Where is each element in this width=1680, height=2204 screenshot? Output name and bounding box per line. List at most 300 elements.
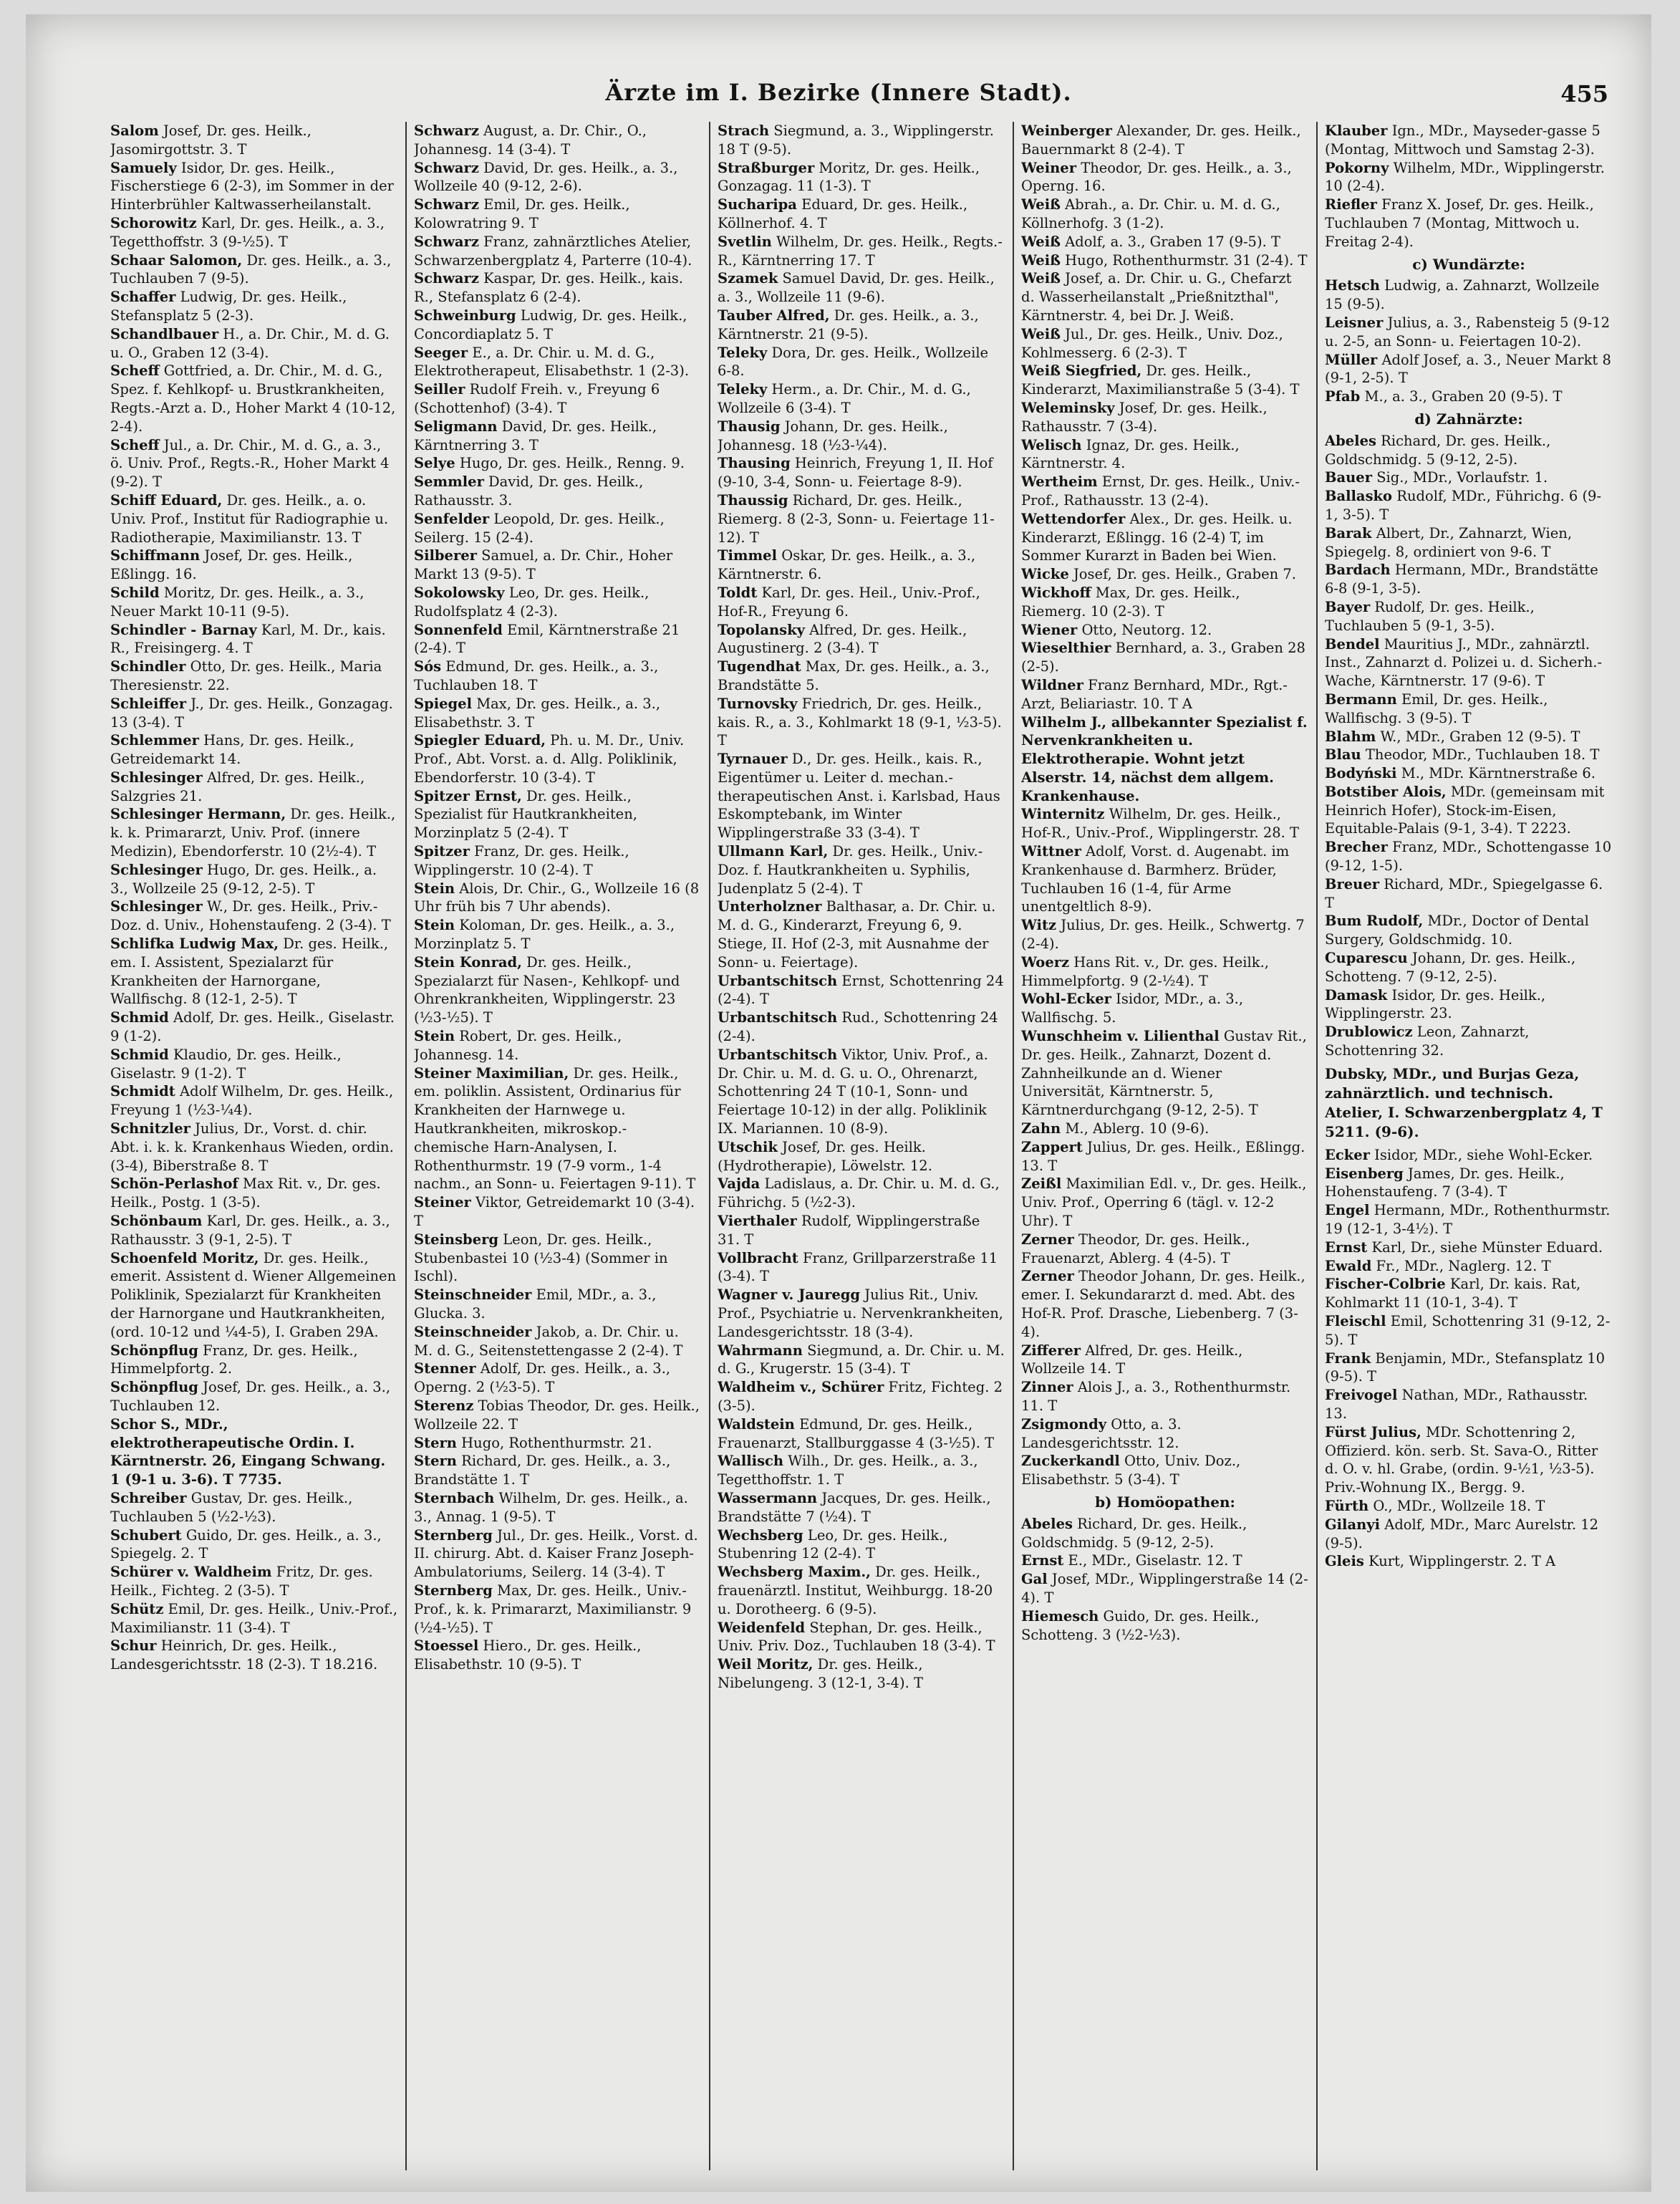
- directory-entry: [110, 1378, 398, 1415]
- directory-entry: [110, 547, 398, 584]
- entry-details: E., MDr., Giselastr. 12. T: [1068, 1552, 1242, 1569]
- entry-details: Karl, M. Dr., kais. R., Freisingerg. 4. T: [110, 621, 386, 657]
- entry-name: Schorowitz: [110, 214, 197, 231]
- directory-entry: [1021, 122, 1309, 159]
- entry-details: Franz, zahnärztliches Atelier, Schwarzenbergplatz 4, Parterre (10-4).: [414, 233, 692, 269]
- entry-name: Selye: [414, 455, 455, 472]
- entry-details: Max, Dr. ges. Heilk., Univ.-Prof., k. k. Primararzt, Maximilianstr. 9 (½4-½5). T: [414, 1582, 692, 1636]
- entry-name: Sonnenfeld: [414, 621, 503, 638]
- entry-details: Otto, Dr. ges. Heilk., Maria Theresienstr. 22.: [110, 658, 382, 693]
- entry-details: Jul., a. Dr. Chir., M. d. G., a. 3., ö. Univ. Prof., Regts.-R., Hoher Markt 4 (9-2). T: [110, 436, 390, 491]
- entry-details: E., a. Dr. Chir. u. M. d. G., Elektrotherapeut, Elisabethstr. 1 (2-3).: [414, 344, 690, 380]
- column-divider: [405, 122, 407, 2170]
- directory-entry: [1325, 875, 1613, 913]
- entry-details: Dr. ges. Heilk., a. o. Univ. Prof., Institut für Radiographie u. Radiotherapie, Maximilianstr. 13. T: [110, 491, 389, 546]
- entry-details: Johann, Dr. ges. Heilk., Johannesg. 18 (½3-¼4).: [718, 418, 948, 453]
- entry-details: Edmund, Dr. ges. Heilk., Frauenarzt, Stallburggasse 4 (3-½5). T: [718, 1415, 995, 1451]
- entry-details: Adolf, Dr. ges. Heilk., Giselastr. 9 (1-2).: [110, 1009, 395, 1045]
- entry-name: Schweinburg: [414, 307, 516, 324]
- entry-name: Brecher: [1325, 839, 1388, 856]
- entry-name: Witz: [1021, 917, 1057, 934]
- entry-name: Steinschneider: [414, 1286, 532, 1304]
- entry-details: Balthasar, a. Dr. Chir. u. M. d. G., Kinderarzt, Freyung 6, 9. Stiege, II. Hof (2-3, mit Ausnahme der Sonn- u. Feiertage).: [718, 898, 996, 971]
- entry-name: Gleis: [1325, 1553, 1364, 1570]
- page-title: Ärzte im I. Bezirke (Innere Stadt).: [605, 79, 1072, 106]
- entry-name: Fürst Julius,: [1325, 1423, 1421, 1440]
- entry-details: Gottfried, a. Dr. Chir., M. d. G., Spez. f. Kehlkopf- u. Brustkrankheiten, Regts.-Arzt a. D., Hoher Markt 4 (10-12, 2-4).: [110, 362, 396, 435]
- entry-details: Dr. ges. Heilk., Spezialarzt für Nasen-, Kehlkopf- und Ohrenkrankheiten, Wipplingerstr. 23 (½3-½5). T: [414, 953, 680, 1026]
- directory-entry: [1021, 676, 1309, 713]
- entry-details: M., a. 3., Graben 20 (9-5). T: [1364, 388, 1563, 405]
- entry-name: Winternitz: [1021, 806, 1105, 823]
- directory-entry: [414, 1323, 702, 1360]
- directory-entry: [1325, 351, 1613, 388]
- entry-name: Wohl-Ecker: [1021, 991, 1111, 1008]
- section-heading: b) Homöopathen:: [1095, 1493, 1235, 1511]
- directory-entry: [110, 1637, 398, 1674]
- entry-details: Jul., Dr. ges. Heilk., Vorst. d. II. chirurg. Abt. d. Kaiser Franz Joseph-Ambulatoriums, Seilerg. 14 (3-4). T: [414, 1526, 698, 1581]
- directory-entry: [414, 1360, 702, 1397]
- entry-name: Wiener: [1021, 621, 1078, 638]
- entry-details: Dr. ges. Heilk., Univ.-Doz. f. Hautkrankheiten u. Syphilis, Judenplatz 5 (2-4). T: [718, 843, 983, 897]
- entry-name: Ewald: [1325, 1257, 1372, 1274]
- directory-entry: [1325, 986, 1613, 1024]
- directory-entry: [1021, 196, 1309, 233]
- directory-entry: [110, 1342, 398, 1379]
- entry-name: Schaffer: [110, 289, 176, 306]
- directory-entry: [110, 1563, 398, 1600]
- entry-details: Koloman, Dr. ges. Heilk., a. 3., Morzinplatz 5. T: [414, 917, 675, 953]
- entry-details: Richard, Dr. ges. Heilk., Riemerg. 8 (2-3, Sonn- u. Feiertage 11-12). T: [718, 491, 995, 546]
- section-heading: d) Zahnärzte:: [1414, 410, 1523, 428]
- entry-name: Steiner Maximilian,: [414, 1064, 569, 1082]
- entry-name: Barak: [1325, 524, 1372, 542]
- directory-entry: [110, 1249, 398, 1342]
- directory-entry: [718, 621, 1005, 658]
- entry-name: Wunschheim v. Lilienthal: [1021, 1028, 1220, 1045]
- entry-name: Thausing: [718, 455, 791, 472]
- directory-entry: [414, 510, 702, 547]
- directory-entry: [718, 695, 1005, 750]
- entry-details: Ph. u. M. Dr., Univ. Prof., Abt. Vorst. a. d. Allg. Poliklinik, Ebendorferstr. 10 (3-4). T: [414, 732, 685, 786]
- entry-details: Wilh., Dr. ges. Heilk., a. 3., Tegetthoffstr. 1. T: [718, 1453, 978, 1488]
- entry-name: Schwarz: [414, 159, 479, 176]
- entry-details: Dr. ges. Heilk., Kinderarzt, Maximilianstraße 5 (3-4). T: [1021, 362, 1300, 398]
- directory-entry: [110, 1415, 398, 1489]
- entry-name: Fischer-Colbrie: [1325, 1276, 1446, 1293]
- entry-name: Strach: [718, 122, 770, 139]
- directory-entry: [1325, 487, 1613, 524]
- entry-details: Richard, MDr., Spiegelgasse 6. T: [1325, 875, 1603, 911]
- directory-entry: [1021, 362, 1309, 399]
- entry-name: Tauber Alfred,: [718, 307, 830, 324]
- entry-name: Schlifka Ludwig Max,: [110, 935, 279, 953]
- directory-entry: [718, 1489, 1005, 1526]
- directory-entry: [110, 122, 398, 159]
- directory-entry: [718, 1619, 1005, 1656]
- entry-name: Weiß Siegfried,: [1021, 362, 1142, 380]
- entry-name: Klauber: [1325, 122, 1388, 139]
- entry-details: Leo, Dr. ges. Heilk., Rudolfsplatz 4 (2-3).: [414, 584, 650, 620]
- entry-details: Franz, MDr., Schottengasse 10 (9-12, 1-5).: [1325, 839, 1612, 875]
- entry-details: Otto, a. 3. Landesgerichtsstr. 12.: [1021, 1415, 1182, 1451]
- entry-name: Schürer v. Waldheim: [110, 1564, 272, 1581]
- entry-details: M., MDr. Kärntnerstraße 6.: [1401, 765, 1595, 782]
- entry-details: Wilhelm, MDr., Wipplingerstr. 10 (2-4).: [1325, 159, 1605, 195]
- directory-entry: [414, 454, 702, 473]
- entry-details: Oskar, Dr. ges. Heilk., a. 3., Kärntnerstr. 6.: [718, 547, 976, 583]
- entry-name: Weiß: [1021, 196, 1061, 213]
- entry-details: Dr. ges. Heilk., em. I. Assistent, Spezialarzt für Krankheiten der Harnorgane, Wallfischg. 8 (12-1, 2-5). T: [110, 935, 389, 1008]
- directory-entry: [1021, 990, 1309, 1027]
- entry-name: Schiff Eduard,: [110, 491, 223, 509]
- directory-entry: [414, 1193, 702, 1231]
- entry-name: Thaussig: [718, 491, 788, 509]
- directory-entry: [414, 787, 702, 842]
- directory-entry: [1325, 276, 1613, 314]
- directory-entry: [1021, 399, 1309, 436]
- entry-details: Dr. ges. Heilk., Nibelungeng. 3 (12-1, 3-4). T: [718, 1656, 923, 1691]
- directory-entry: [1021, 1378, 1309, 1415]
- directory-entry: [1325, 1497, 1613, 1516]
- entry-details: Leo, Dr. ges. Heilk., Stubenring 12 (2-4). T: [718, 1526, 948, 1562]
- entry-name: Urbantschitsch: [718, 1009, 838, 1026]
- directory-entry: [414, 658, 702, 695]
- directory-entry: [110, 1212, 398, 1249]
- entry-name: Woerz: [1021, 953, 1070, 971]
- directory-entry: [110, 935, 398, 1009]
- directory-entry: [1325, 122, 1613, 159]
- directory-entry: [718, 1212, 1005, 1249]
- entry-details: Friedrich, Dr. ges. Heilk., kais. R., a. 3., Kohlmarkt 18 (9-1, ½3-5). T: [718, 695, 1002, 749]
- entry-name: Wieselthier: [1021, 640, 1111, 657]
- entry-name: Damask: [1325, 986, 1388, 1004]
- entry-details: Wilhelm, Dr. ges. Heilk., Hof-R., Univ.-Prof., Wipplingerstr. 28. T: [1021, 806, 1300, 842]
- entry-details: Guido, Dr. ges. Heilk., a. 3., Spiegelg. 2. T: [110, 1526, 382, 1562]
- entry-name: Blau: [1325, 746, 1361, 764]
- entry-details: Herm., a. Dr. Chir., M. d. G., Wollzeile 6 (3-4). T: [718, 381, 971, 416]
- entry-details: Wilhelm, Dr. ges. Heilk., Regts.-R., Kärntnerring 17. T: [718, 233, 1003, 269]
- directory-entry: [718, 122, 1005, 159]
- directory-entry: [718, 1046, 1005, 1138]
- entry-name: Schindler: [110, 658, 186, 675]
- directory-entry: [718, 1655, 1005, 1693]
- entry-name: Sucharipa: [718, 196, 797, 213]
- directory-entry: [718, 344, 1005, 381]
- entry-name: Schindler - Barnay: [110, 621, 257, 638]
- entry-details: Josef, MDr., Wipplingerstraße 14 (2-4). T: [1021, 1571, 1308, 1606]
- entry-details: O., MDr., Wollzeile 18. T: [1373, 1497, 1545, 1514]
- directory-entry: [1021, 565, 1309, 584]
- entry-name: Schlesinger Hermann,: [110, 806, 286, 823]
- entry-details: Fritz, Dr. ges. Heilk., Fichteg. 2 (3-5). T: [110, 1564, 373, 1599]
- entry-details: Adolf, MDr., Marc Aurelstr. 12 (9-5).: [1325, 1516, 1599, 1551]
- directory-entry: [110, 898, 398, 935]
- entry-details: Emil, Dr. ges. Heilk., Univ.-Prof., Maximilianstr. 11 (3-4). T: [110, 1600, 398, 1636]
- entry-name: Schur: [110, 1637, 157, 1655]
- entry-name: Spiegler Eduard,: [414, 732, 546, 749]
- column-divider: [1316, 122, 1318, 2170]
- directory-entry: [110, 1175, 398, 1212]
- entry-name: Stein: [414, 917, 455, 934]
- entry-details: Ludwig, Dr. ges. Heilk., Stefansplatz 5 (2-3).: [110, 289, 347, 324]
- entry-details: H., a. Dr. Chir., M. d. G. u. O., Graben 12 (3-4).: [110, 325, 390, 361]
- directory-entry: [1325, 728, 1613, 746]
- directory-entry: [414, 953, 702, 1027]
- entry-name: Schmid: [110, 1009, 169, 1026]
- entry-details: Alois, Dr. Chir., G., Wollzeile 16 (8 Uhr früh bis 7 Uhr abends).: [414, 880, 700, 915]
- entry-details: Bernhard, a. 3., Graben 28 (2-5).: [1021, 640, 1305, 675]
- directory-entry: [414, 547, 702, 584]
- directory-entry: [110, 288, 398, 325]
- entry-name: Urbantschitsch: [718, 972, 838, 989]
- entry-details: Alfred, Dr. ges. Heilk., Salzgries 21.: [110, 769, 365, 804]
- entry-name: Frank: [1325, 1349, 1371, 1367]
- directory-entry: [718, 269, 1005, 307]
- entry-details: Max Rit. v., Dr. ges. Heilk., Postg. 1 (3-5).: [110, 1175, 381, 1211]
- directory-entry: [1021, 842, 1309, 916]
- directory-entry: [1021, 159, 1309, 196]
- entry-details: Heinrich, Freyung 1, II. Hof (9-10, 3-4, Sonn- u. Feiertage 8-9).: [718, 455, 993, 491]
- entry-details: Karl, Dr., siehe Münster Eduard.: [1371, 1238, 1603, 1256]
- entry-details: Alois J., a. 3., Rothenthurmstr. 11. T: [1021, 1379, 1291, 1414]
- entry-name: Schoenfeld Moritz,: [110, 1249, 259, 1266]
- directory-entry: [414, 344, 702, 381]
- entry-details: Alex., Dr. ges. Heilk. u. Kinderarzt, Eßlingg. 16 (2-4) T, im Sommer Kurarzt in Baden bei Wien.: [1021, 510, 1293, 564]
- entry-name: Stein: [414, 1028, 455, 1045]
- entry-name: Cuparescu: [1325, 950, 1408, 967]
- directory-entry: [414, 731, 702, 786]
- entry-name: Wahrmann: [718, 1342, 803, 1359]
- entry-details: Dr. ges. Heilk., frauenärztl. Institut, Weihburgg. 18-20 u. Dorotheerg. 6 (9-5).: [718, 1564, 993, 1617]
- entry-details: Karl, Dr. ges. Heilk., a. 3., Rathausstr. 3 (9-1, 2-5). T: [110, 1213, 390, 1248]
- entry-name: Stein: [414, 880, 455, 897]
- directory-entry: [414, 1637, 702, 1674]
- entry-name: Wickhoff: [1021, 584, 1091, 601]
- entry-name: Semmler: [414, 473, 484, 491]
- entry-name: Topolansky: [718, 621, 805, 638]
- directory-entry: [110, 251, 398, 289]
- entry-name: Schwarz: [414, 122, 479, 139]
- entry-name: Abeles: [1325, 432, 1376, 449]
- entry-details: Karl, Dr. ges. Heilk., a. 3., Tegetthoffstr. 3 (9-½5). T: [110, 214, 385, 250]
- directory-entry: [414, 916, 702, 953]
- entry-details: Jakob, a. Dr. Chir. u. M. d. G., Seitenstettengasse 2 (2-4). T: [414, 1323, 683, 1359]
- entry-details: Adolf Wilhelm, Dr. ges. Heilk., Freyung 1 (½3-¼4).: [110, 1083, 394, 1119]
- directory-entry: [414, 842, 702, 880]
- directory-entry: [414, 122, 702, 159]
- entry-details: Leon, Dr. ges. Heilk., Stubenbastei 10 (½3-4) (Sommer in Ischl).: [414, 1231, 668, 1285]
- entry-name: Teleky: [718, 381, 768, 398]
- directory-entry: [1325, 561, 1613, 598]
- directory-entry: [718, 1286, 1005, 1341]
- entry-name: Weiß: [1021, 270, 1061, 287]
- directory-entry: [1325, 1146, 1613, 1165]
- directory-entry: [414, 1064, 702, 1194]
- directory-entry: [1021, 436, 1309, 473]
- directory-entry: [1325, 1023, 1613, 1060]
- directory-entry: [718, 418, 1005, 455]
- entry-name: Stern: [414, 1453, 457, 1470]
- entry-details: Dr. ges. Heilk., a. 3., Tuchlauben 7 (9-5).: [110, 251, 392, 287]
- entry-details: Ign., MDr., Mayseder-gasse 5 (Montag, Mittwoch und Samstag 2-3).: [1325, 122, 1601, 158]
- entry-details: Rud., Schottenring 24 (2-4).: [718, 1009, 998, 1045]
- directory-entry: [718, 1526, 1005, 1564]
- directory-columns: [110, 122, 1612, 2170]
- directory-entry: [1021, 1607, 1309, 1645]
- directory-entry: [718, 584, 1005, 621]
- directory-entry: [718, 491, 1005, 547]
- entry-details: Isidor, MDr., siehe Wohl-Ecker.: [1374, 1146, 1593, 1163]
- entry-name: Schiffmann: [110, 547, 201, 564]
- entry-name: Gal: [1021, 1571, 1048, 1588]
- directory-entry: [1021, 1415, 1309, 1453]
- entry-name: Leisner: [1325, 314, 1384, 331]
- entry-details: Albert, Dr., Zahnarzt, Wien, Spiegelg. 8, ordiniert von 9-6. T: [1325, 524, 1573, 560]
- directory-entry: [1325, 1312, 1613, 1349]
- directory-entry: [718, 842, 1005, 898]
- entry-details: Karl, Dr. kais. Rat, Kohlmarkt 11 (10-1, 3-4). T: [1325, 1276, 1581, 1312]
- directory-entry: [718, 1138, 1005, 1175]
- directory-entry: [718, 196, 1005, 233]
- directory-entry: [110, 159, 398, 214]
- entry-details: Maximilian Edl. v., Dr. ges. Heilk., Univ. Prof., Operring 6 (tägl. v. 12-2 Uhr). T: [1021, 1175, 1307, 1230]
- directory-entry: [1325, 635, 1613, 690]
- entry-details: Abrah., a. Dr. Chir. u. M. d. G., Köllnerhofg. 3 (1-2).: [1021, 196, 1280, 231]
- directory-entry: [1021, 1027, 1309, 1120]
- entry-name: Schubert: [110, 1526, 182, 1544]
- entry-details: Mauritius J., MDr., zahnärztl. Inst., Zahnarzt d. Polizei u. d. Sicherh.-Wache, Kärntnerstr. 17 (9-6). T: [1325, 635, 1603, 690]
- entry-details: Max, Dr. ges. Heilk., Riemerg. 10 (2-3). T: [1021, 584, 1240, 620]
- entry-details: Rudolf Freih. v., Freyung 6 (Schottenhof) (3-4). T: [414, 381, 660, 416]
- entry-details: Alfred, Dr. ges. Heilk., Augustinerg. 2 (3-4). T: [718, 621, 967, 657]
- entry-name: Weiner: [1021, 159, 1076, 176]
- entry-name: Wechsberg Maxim.,: [718, 1564, 871, 1581]
- entry-name: Spiegel: [414, 695, 472, 712]
- entry-name: Fleischl: [1325, 1313, 1386, 1330]
- entry-details: Jul., Dr. ges. Heilk., Univ. Doz., Kohlmesserg. 6 (2-3). T: [1021, 325, 1283, 361]
- entry-details: D., Dr. ges. Heilk., kais. R., Eigentümer u. Leiter d. mechan.-therapeutischen Anst. i. Karlsbad, Haus Eskomptebank, im Winter Wipplingerstraße 33 (3-4). T: [718, 751, 1000, 842]
- entry-details: Stephan, Dr. ges. Heilk., Univ. Priv. Doz., Tuchlauben 18 (3-4). T: [718, 1619, 995, 1655]
- directory-entry: [110, 362, 398, 435]
- directory-entry: [1325, 764, 1613, 783]
- entry-details: Ludwig, Dr. ges. Heilk., Concordiaplatz 5. T: [414, 307, 687, 342]
- directory-entry: [110, 436, 398, 491]
- entry-details: MDr., Doctor of Dental Surgery, Goldschmidg. 10.: [1325, 913, 1589, 948]
- entry-details: Moritz, Dr. ges. Heilk., a. 3., Neuer Markt 10-11 (9-5).: [110, 584, 365, 620]
- entry-name: Schlesinger: [110, 769, 203, 786]
- entry-details: Emil, Kärntnerstraße 21 (2-4). T: [414, 621, 680, 657]
- directory-entry: [414, 695, 702, 732]
- entry-details: Max, Dr. ges. Heilk., a. 3., Elisabethstr. 3. T: [414, 695, 661, 731]
- directory-entry: [1325, 388, 1613, 406]
- entry-details: W., MDr., Graben 12 (9-5). T: [1380, 728, 1580, 745]
- entry-details: MDr. Schottenring 2, Offizierd. kön. serb. St. Sava-O., Ritter d. O. v. hl. Grabe, (ordin. 9-½1, ½3-5). Priv.-Wohnung IX., Bergg. 9.: [1325, 1423, 1598, 1496]
- directory-entry: [1021, 1551, 1309, 1570]
- entry-details: Josef, Dr. ges. Heilk., Jasomirgottstr. 3. T: [110, 122, 312, 158]
- entry-details: Emil, Dr. ges. Heilk., Kolowratring 9. T: [414, 196, 630, 231]
- directory-entry: [110, 805, 398, 860]
- entry-name: Wettendorfer: [1021, 510, 1126, 527]
- directory-entry: [1325, 1275, 1613, 1312]
- entry-details: W., Dr. ges. Heilk., Priv.-Doz. d. Univ., Hohenstaufeng. 2 (3-4). T: [110, 898, 391, 934]
- directory-entry: [110, 491, 398, 547]
- entry-details: Ernst, Dr. ges. Heilk., Univ.-Prof., Rathausstr. 13 (2-4).: [1021, 473, 1300, 509]
- entry-details: Gustav Rit., Dr. ges. Heilk., Zahnarzt, Dozent d. Zahnheilkunde an d. Wiener Universität, Kärntnerstr. 5, Kärntnerdurchgang (9-12, 2-5). T: [1021, 1028, 1307, 1119]
- directory-entry: [414, 1452, 702, 1489]
- directory-entry: [110, 1526, 398, 1564]
- page-header: [26, 66, 1651, 123]
- directory-entry: [110, 658, 398, 695]
- directory-entry: [1021, 639, 1309, 676]
- entry-name: Schwarz: [414, 196, 479, 213]
- entry-name: Schön-Perlashof: [110, 1175, 238, 1193]
- entry-name: Zifferer: [1021, 1342, 1081, 1359]
- directory-entry: [1021, 1515, 1309, 1552]
- entry-details: Isidor, Dr. ges. Heilk., Fischerstiege 6 (2-3), im Sommer in der Hinterbrühler Kaltwasserheilanstalt.: [110, 159, 394, 213]
- entry-details: Franz Bernhard, MDr., Rgt.-Arzt, Beliariastr. 10. T A: [1021, 676, 1288, 712]
- entry-details: Emil, MDr., a. 3., Glucka. 3.: [414, 1286, 657, 1322]
- directory-entry: [1325, 949, 1613, 986]
- entry-name: Weinberger: [1021, 122, 1112, 139]
- entry-name: Schnitzler: [110, 1120, 190, 1137]
- entry-name: Salom: [110, 122, 159, 139]
- entry-details: Theodor, MDr., Tuchlauben 18. T: [1365, 746, 1600, 764]
- entry-name: Schild: [110, 584, 160, 601]
- entry-details: Ernst, Schottenring 24 (2-4). T: [718, 972, 1004, 1008]
- directory-entry: [1021, 621, 1309, 640]
- directory-entry: [414, 621, 702, 658]
- entry-name: Hiemesch: [1021, 1607, 1099, 1625]
- directory-entry: [718, 1009, 1005, 1046]
- entry-details: Hermann, MDr., Rothenthurmstr. 19 (12-1, 3-4½). T: [1325, 1202, 1611, 1238]
- directory-entry: [110, 1009, 398, 1046]
- entry-details: Josef, Dr. ges. Heilk. (Hydrotherapie), Löwelstr. 12.: [718, 1138, 932, 1174]
- entry-name: Pokorny: [1325, 159, 1389, 176]
- entry-name: Weleminsky: [1021, 399, 1115, 416]
- directory-entry: [1325, 783, 1613, 838]
- entry-name: Zerner: [1021, 1231, 1074, 1248]
- directory-entry: [414, 1582, 702, 1637]
- entry-name: Zappert: [1021, 1138, 1083, 1155]
- entry-details: Viktor, Univ. Prof., a. Dr. Chir. u. M. d. G. u. O., Ohrenarzt, Schottenring 24 T (10-1, Sonn- und Feiertage 10-12) in der allg. Poliklinik IX. Mariannen. 10 (8-9).: [718, 1046, 988, 1137]
- entry-name: Steiner: [414, 1194, 471, 1211]
- entry-details: Robert, Dr. ges. Heilk., Johannesg. 14.: [414, 1028, 622, 1063]
- entry-name: Schönpflug: [110, 1379, 198, 1396]
- entry-details: Tobias Theodor, Dr. ges. Heilk., Wollzeile 22. T: [414, 1397, 700, 1433]
- entry-details: Siegmund, a. 3., Wipplingerstr. 18 T (9-5).: [718, 122, 994, 158]
- entry-details: MDr. (gemeinsam mit Heinrich Hofer), Stock-im-Eisen, Equitable-Palais (9-1, 3-4). T 2223.: [1325, 783, 1605, 837]
- entry-name: Tyrnauer: [718, 751, 788, 768]
- directory-entry: [1325, 690, 1613, 728]
- directory-entry: [718, 1342, 1005, 1379]
- directory-column-3: [718, 122, 1005, 2170]
- directory-column-2: [414, 122, 702, 2170]
- entry-name: Wicke: [1021, 566, 1069, 583]
- entry-details: Guido, Dr. ges. Heilk., Schotteng. 3 (½2-½3).: [1021, 1607, 1260, 1643]
- directory-entry: [1021, 953, 1309, 991]
- directory-entry: [414, 233, 702, 270]
- entry-name: Stenner: [414, 1360, 476, 1377]
- entry-name: Stoessel: [414, 1637, 479, 1655]
- directory-entry: [1021, 1138, 1309, 1175]
- entry-details: Moritz, Dr. ges. Heilk., Gonzagag. 11 (1-3). T: [718, 159, 980, 195]
- directory-entry: [718, 159, 1005, 196]
- entry-details: Adolf Josef, a. 3., Neuer Markt 8 (9-1, 2-5). T: [1325, 351, 1611, 387]
- entry-details: Josef, a. Dr. Chir. u. G., Chefarzt d. Wasserheilanstalt „Prießnitzthal", Kärntnerstr. 4, bei Dr. J. Weiß.: [1021, 270, 1292, 324]
- directory-entry: [1021, 1342, 1309, 1379]
- directory-entry: [414, 584, 702, 621]
